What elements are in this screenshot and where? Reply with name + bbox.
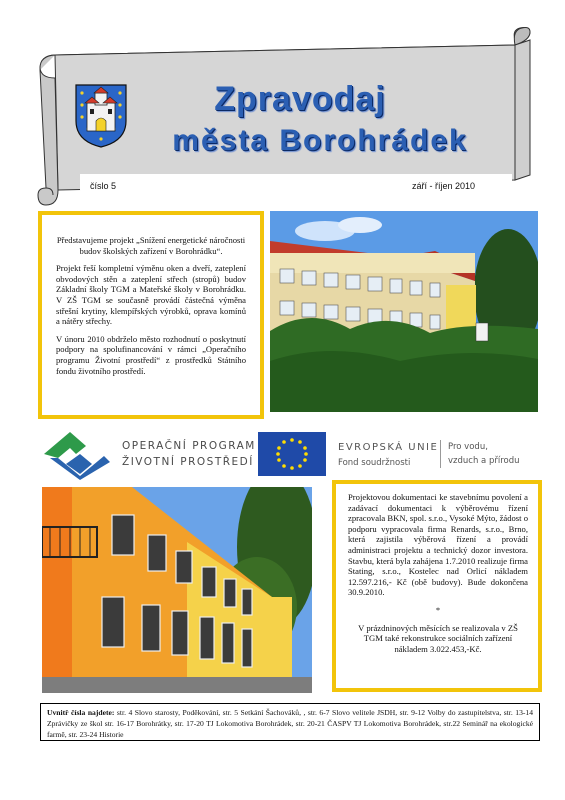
op-line-1: OPERAČNÍ PROGRAM — [122, 440, 256, 452]
newsletter-title: Zpravodaj — [214, 80, 386, 118]
eu-flag-icon — [258, 432, 326, 476]
school-building-photo — [270, 211, 538, 412]
op-zp-logo — [40, 428, 280, 480]
newsletter-subtitle: města Borohrádek — [172, 124, 468, 157]
project-paragraph-1: Projekt řeší kompletní výměnu oken a dveří, zateplení obvodových stěn a zateplení střech (stropů) budov Základní školy TGM a Mateřské školy v Borohrádku. V ZŠ TGM se současně provádí částečná výměna střešní krytiny, klempířských výrobků, oprava komínů a nátěry střechy. — [56, 263, 246, 327]
eu-slogan-2: vzduch a přírodu — [448, 456, 520, 466]
issue-number: číslo 5 — [90, 181, 117, 191]
eu-slogan-1: Pro vodu, — [448, 442, 488, 452]
eu-fund: Fond soudržnosti — [338, 458, 411, 468]
eu-name: EVROPSKÁ UNIE — [338, 442, 439, 453]
op-line-2: ŽIVOTNÍ PROSTŘEDÍ — [122, 456, 254, 468]
contents-text: str. 4 Slovo starosty, Poděkování, str. 5 Setkání Šachováků, , str. 6-7 Slovo velitele JSDH, str. 9-12 Volby do zastupitelstva, str. 13-14 Zprávičky ze škol str. 16-17 Borohrátky, str. 17-20 TJ Lokomotiva Borohrádek, str. 20-21 ČASPV TJ Lokomotiva Borohrádek, str.22 Seminář na ekologické farmě, str. 23-24 Historie — [47, 708, 533, 739]
kindergarten-photo — [42, 487, 312, 693]
docs-separator: * — [435, 604, 441, 615]
coat-of-arms-icon — [74, 83, 128, 149]
project-docs-box — [332, 480, 542, 692]
eu-logo — [256, 430, 546, 478]
eu-divider — [440, 440, 441, 468]
project-intro-heading: Představujeme projekt „Snížení energetické náročnosti budov školských zařízení v Borohrádku“. — [56, 235, 246, 256]
issue-date: září - říjen 2010 — [412, 181, 476, 191]
docs-paragraph-1: Projektovou dokumentaci ke stavebnímu povolení a zadávací dokumentaci k výběrovému řízení zpracovala BKN, spol. s.r.o., Vysoké Mýto, žádost o podporu vypracovala firma Renards, s.r.o., Brno, která zajistila výběrová řízení a provádí administraci projektu a technický dozor investora. Stavbu, která byla zahájena 1.7.2010 realizuje firma Stating, s.r.o., Kostelec nad Orlicí nákladem 12.597.216,- Kč (obě budovy). Bude dokončena 30.9.2010. — [348, 492, 528, 598]
project-intro-box — [38, 211, 264, 419]
contents-box — [40, 703, 540, 741]
contents-label: Uvnitř čísla najdete: — [47, 708, 115, 717]
op-zp-emblem-icon — [40, 428, 112, 480]
docs-paragraph-2: V prázdninových měsících se realizovala v ZŠ TGM také rekonstrukce sociálních zařízení nákladem 3.022.453,-Kč. — [358, 622, 518, 654]
project-paragraph-2: V únoru 2010 obdrželo město rozhodnutí o poskytnutí podpory na spolufinancování v rámci „Operačního programu Životní prostředí“ z prostředků Státního fondu životního prostředí. — [56, 333, 246, 376]
